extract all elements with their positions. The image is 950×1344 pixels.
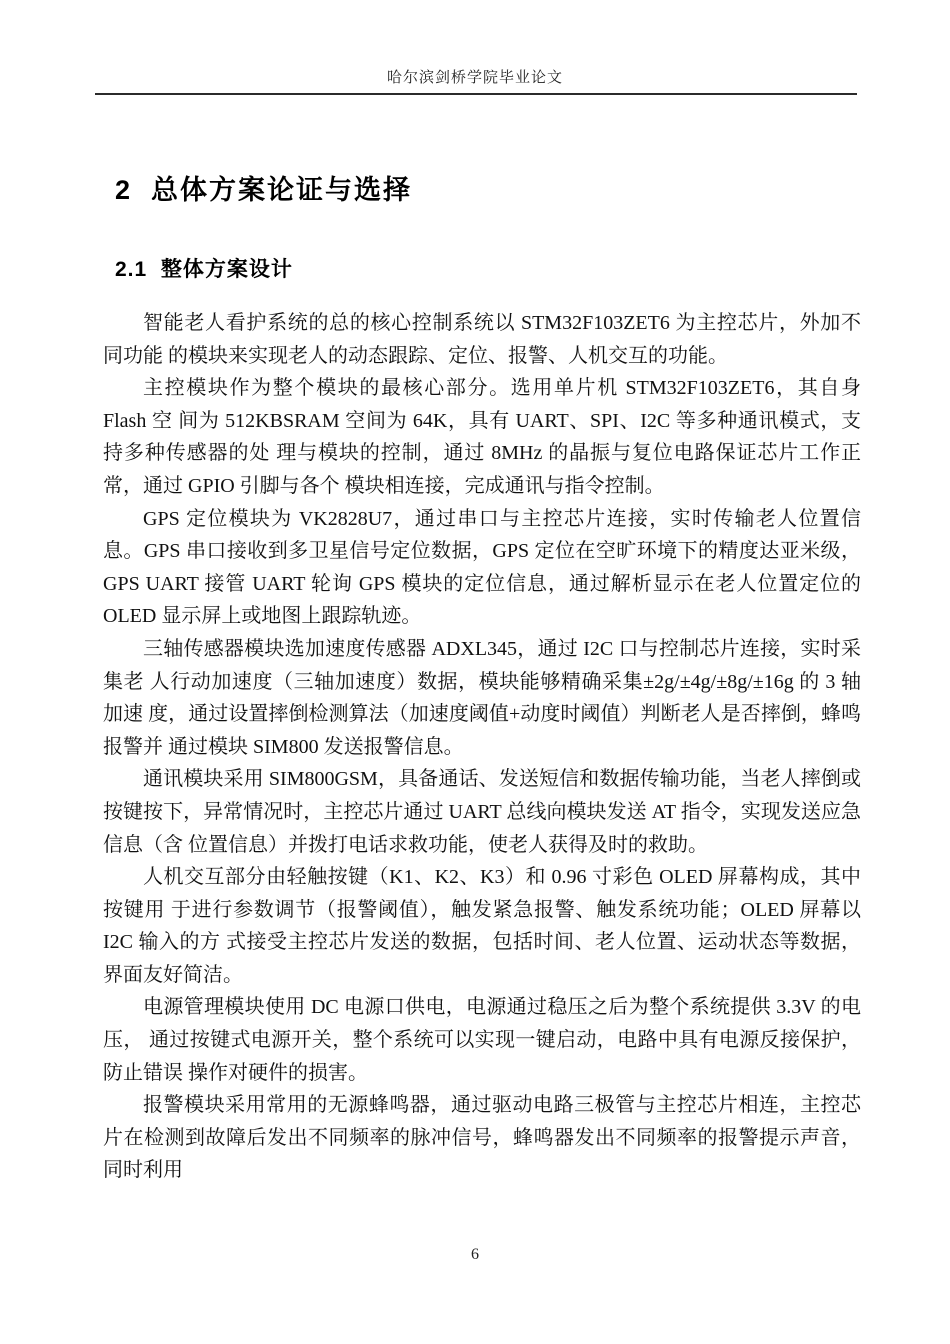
paragraph-overview: 智能老人看护系统的总的核心控制系统以 STM32F103ZET6 为主控芯片，外加不同功能 的模块来实现老人的动态跟踪、定位、报警、人机交互的功能。 xyxy=(103,312,861,367)
page-footer xyxy=(0,1246,950,1264)
paragraph-power: 电源管理模块使用 DC 电源口供电，电源通过稳压之后为整个系统提供 3.3V 的电压， 通过按键式电源开关，整个系统可以实现一键启动，电路中具有电源反接保护，防止错误 操作对硬件的损害。 xyxy=(103,996,861,1084)
paragraph-alarm: 报警模块采用常用的无源蜂鸣器，通过驱动电路三极管与主控芯片相连，主控芯片在检测到故障后发出不同频率的脉冲信号，蜂鸣器发出不同频率的报警提示声音，同时利用 xyxy=(103,1094,861,1182)
paragraph-accelerometer: 三轴传感器模块选加速度传感器 ADXL345，通过 I2C 口与控制芯片连接，实时采集老 人行动加速度（三轴加速度）数据，模块能够精确采集±2g/±4g/±8g/±16g 的 3 轴加速 度，通过设置摔倒检测算法（加速度阈值+动度时阈值）判断老人是否摔倒，蜂鸣报警并 通过模块 SIM800 发送报警信息。 xyxy=(103,637,861,758)
body-text xyxy=(103,307,861,1187)
paragraph-hmi: 人机交互部分由轻触按键（K1、K2、K3）和 0.96 寸彩色 OLED 屏幕构成，其中按键用 于进行参数调节（报警阈值），触发紧急报警、触发系统功能；OLED 屏幕以 I2C 输入的方 式接受主控芯片发送的数据，包括时间、老人位置、运动状态等数据，界面友好简洁。 xyxy=(103,866,861,986)
paragraph-main-control: 主控模块作为整个模块的最核心部分。选用单片机 STM32F103ZET6，其自身 Flash 空 间为 512KBSRAM 空间为 64K，具有 UART、SPI、I2C 等多种通讯模式，支持多种传感器的处 理与模块的控制，通过 8MHz 的晶振与复位电路保证芯片工作正常，通过 GPIO 引脚与各个 模块相连接，完成通讯与指令控制。 xyxy=(103,377,861,497)
header-divider xyxy=(95,93,857,95)
header-title: 哈尔滨剑桥学院毕业论文 xyxy=(386,70,563,86)
page-number: 6 xyxy=(471,1246,479,1263)
paragraph-gps-module: GPS 定位模块为 VK2828U7，通过串口与主控芯片连接，实时传输老人位置信息。GPS 串口接收到多卫星信号定位数据，GPS 定位在空旷环境下的精度达亚米级，GPS UART 接管 UART 轮询 GPS 模块的定位信息，通过解析显示在老人位置定位的 OLED 显示屏上或地图上跟踪轨迹。 xyxy=(103,507,861,628)
chapter-heading: 2 总体方案论证与选择 xyxy=(115,175,413,205)
paragraph-comm-module: 通讯模块采用 SIM800GSM，具备通话、发送短信和数据传输功能，当老人摔倒或按键按下，异常情况时，主控芯片通过 UART 总线向模块发送 AT 指令，实现发送应急信息（含 位置信息）并拨打电话求救功能，使老人获得及时的救助。 xyxy=(103,768,861,856)
section-heading: 2.1 整体方案设计 xyxy=(115,258,293,281)
page-header xyxy=(0,66,950,87)
